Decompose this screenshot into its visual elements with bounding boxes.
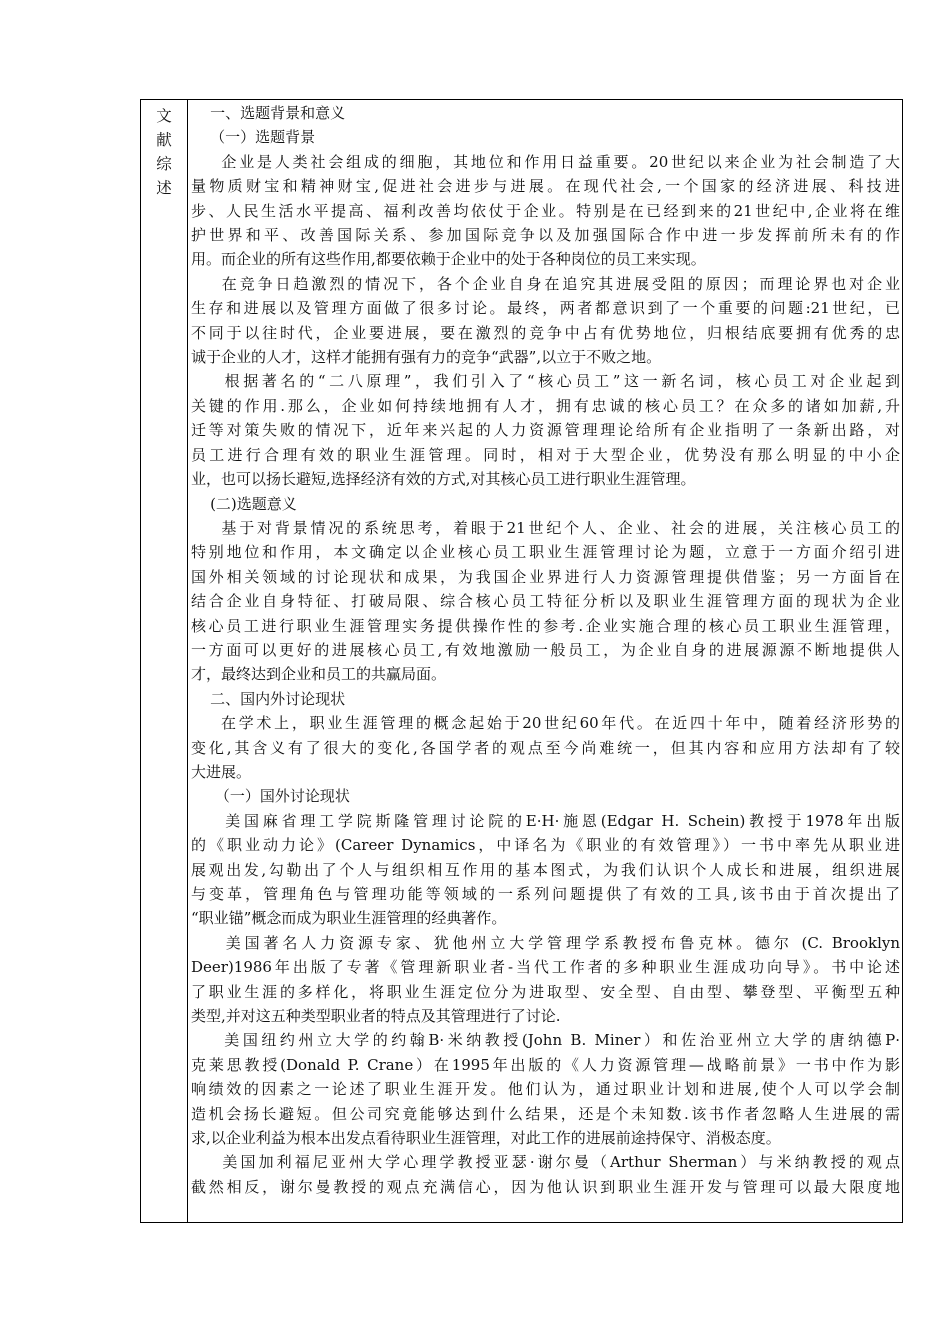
text-line: 结合企业自身特征、打破局限、综合核心员工特征分析以及职业生涯管理方面的现状为企业 [191,592,900,611]
text-line: 响绩效的因素之一论述了职业生涯开发。他们认为，通过职业计划和进展,使个人可以学会制 [191,1080,900,1099]
text-line: 基于对背景情况的系统思考，着眼于21世纪个人、企业、社会的进展，关注核心员工的 [191,518,900,537]
text-line: 关键的作用.那么，企业如何持续地拥有人才，拥有忠诚的核心员工？在众多的诸如加薪,升 [191,396,900,415]
text-line: 特别地位和作用，本文确定以企业核心员工职业生涯管理讨论为题，立意于一方面介绍引进 [191,543,900,562]
text-line: 量物质财宝和精神财宝,促进社会进步与进展。在现代社会,一个国家的经济进展、科技进 [191,177,900,196]
text-line: 业，也可以扬长避短,选择经济有效的方式,对其核心员工进行职业生涯管理。 [191,470,696,489]
section-label-char: 文 [156,107,172,125]
text-line: 迁等对策失败的情况下，近年来兴起的人力资源管理理论给所有企业指明了一条新出路，对 [191,421,900,440]
text-line: 生存和进展以及管理方面做了很多讨论。最终，两者都意识到了一个重要的问题:21世纪，已 [191,299,900,318]
text-line: 造机会扬长避短。但公司究竟能够达到什么结果，还是个未知数.该书作者忽略人生进展的需 [191,1104,900,1123]
text-line: 与变革，管理角色与管理功能等领域的一系列问题提供了有效的工具,该书由于首次提出了 [191,885,900,903]
text-line: 在学术上，职业生涯管理的概念起始于20世纪60年代。在近四十年中，随着经济形势的 [191,714,900,733]
text-line: “职业锚”概念而成为职业生涯管理的经典著作。 [191,909,507,928]
text-line: 步、人民生活水平提高、福利改善均依仗于企业。特别是在已经到来的21世纪中,企业将在维 [191,201,900,220]
text-line: 核心员工进行职业生涯管理实务提供操作性的参考.企业实施合理的核心员工职业生涯管理， [191,616,900,635]
text-line: 克莱思教授(Donald P. Crane）在1995年出版的《人力资源管理—战略前景》一书中作为影 [191,1055,900,1074]
text-line: 美国麻省理工学院斯隆管理讨论院的E·H·施恩(Edgar H. Schein)教授于1978年出版 [191,811,900,830]
text-line: 根据著名的“二八原理”，我们引入了“核心员工”这一新名词，核心员工对企业起到 [191,372,900,391]
text-line: 一方面可以更好的进展核心员工,有效地激励一般员工，为企业自身的进展源源不断地提供人 [191,640,900,659]
text-line: 二、国内外讨论现状 [191,689,346,708]
text-line: 了职业生涯的多样化，将职业生涯定位分为进取型、安全型、自由型、攀登型、平衡型五种 [191,982,900,1001]
text-line: Deer)1986年出版了专著《管理新职业者-当代工作者的多种职业生涯成功向导》。书中论述 [191,958,900,977]
text-line: 美国加利福尼亚州大学心理学教授亚瑟·谢尔曼（Arthur Sherman）与米纳教授的观点 [191,1153,900,1172]
text-line: 企业是人类社会组成的细胞，其地位和作用日益重要。20世纪以来企业为社会制造了大 [191,152,900,171]
text-line: 不同于以往时代，企业要进展，要在激烈的竞争中占有优势地位，归根结底要拥有优秀的忠 [191,323,900,342]
text-line: （一）选题背景 [191,128,316,147]
text-line: 护世界和平、改善国际关系、参加国际竞争以及加强国际合作中进一步发挥前所未有的作 [191,226,900,245]
section-label-char: 综 [156,155,172,173]
review-body [188,100,902,1222]
text-line: 才，最终达到企业和员工的共赢局面。 [191,665,447,684]
text-line: 美国著名人力资源专家、犹他州立大学管理学系教授布鲁克林。德尔 (C. Brooklyn [191,933,900,952]
text-line: 变化,其含义有了很大的变化,各国学者的观点至今尚难统一，但其内容和应用方法却有了较 [191,738,900,757]
text-line: 诚于企业的人才，这样才能拥有强有力的竞争“武器”,以立于不败之地。 [191,348,662,367]
section-label-column [141,100,188,1222]
text-line: (二)选题意义 [191,494,297,513]
text-line: 国外相关领域的讨论现状和成果，为我国企业界进行人力资源管理提供借鉴；另一方面旨在 [191,567,900,586]
text-line: 在竞争日趋激烈的情况下，各个企业自身在追究其进展受阻的原因；而理论界也对企业 [191,274,900,293]
text-line: 美国纽约州立大学的约翰B·米纳教授(John B. Miner）和佐治亚州立大学的唐纳德P· [191,1031,900,1050]
text-line: 一、选题背景和意义 [191,104,346,122]
text-line: 求,以企业利益为根本出发点看待职业生涯管理，对此工作的进展前途持保守、消极态度。 [191,1129,781,1148]
text-line: 类型,并对这五种类型职业者的特点及其管理进行了讨论. [191,1007,561,1026]
text-line: 员工进行合理有效的职业生涯管理。同时，相对于大型企业，优势没有那么明显的中小企 [191,445,900,464]
text-line: 用。而企业的所有这些作用,都要依赖于企业中的处于各种岗位的员工来实现。 [191,250,706,269]
text-line: （一）国外讨论现状 [191,787,350,806]
literature-review-table [140,99,903,1223]
text-line: 大进展。 [191,762,252,781]
text-line: 截然相反，谢尔曼教授的观点充满信心，因为他认识到职业生涯开发与管理可以最大限度地 [191,1177,900,1196]
text-line: 展观出发,勾勒出了个人与组织相互作用的基本图式，为我们认识个人成长和进展，组织进展 [191,860,900,879]
section-label-char: 献 [156,131,172,149]
text-line: 的《职业动力论》(Career Dynamics，中译名为《职业的有效管理》）一书中率先从职业进 [191,836,900,855]
section-label-char: 述 [156,179,172,197]
